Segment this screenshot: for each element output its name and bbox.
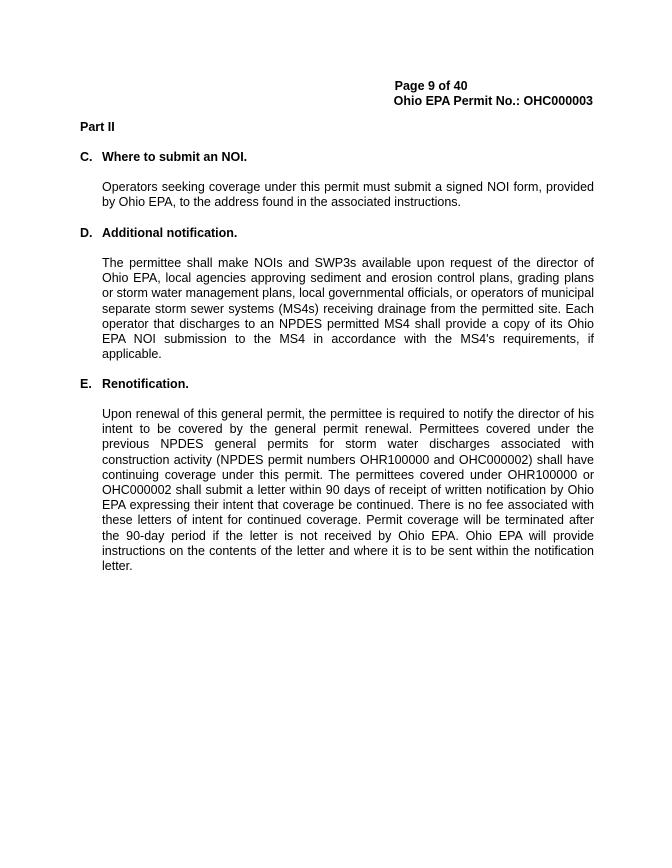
permit-number: Ohio EPA Permit No.: OHC000003 [393,94,593,108]
section-letter: D. [80,226,93,240]
section-d [80,226,594,362]
section-heading [80,226,594,241]
section-c [80,150,594,210]
page-number: Page 9 of 40 [394,79,468,93]
section-title: Renotification. [102,377,189,391]
section-title: Where to submit an NOI. [102,150,248,164]
section-title: Additional notification. [102,226,238,240]
section-body: Upon renewal of this general permit, the permittee is required to notify the director of his intent to be covered by the general permit renewal. Permittees covered under the previous NPDES general permits for storm water discharges associated with construction activity (NPDES permit numbers OHR100000 and OHC000002) shall have continuing coverage under this permit. The permittees covered under OHR100000 or OHC000002 shall submit a letter within 90 days of receipt of written notification by Ohio EPA expressing their intent that coverage be continued. There is no fee associated with these letters of intent for continued coverage. Permit coverage will be terminated after the 90-day period if the letter is not received by Ohio EPA. Ohio EPA will provide instructions on the contents of the letter and where it is to be sent within the notification letter. [102,407,594,574]
section-e [80,377,594,574]
section-body: Operators seeking coverage under this permit must submit a signed NOI form, provided by Ohio EPA, to the address found in the associated instructions. [102,180,594,210]
section-letter: E. [80,377,92,391]
section-heading [80,377,594,392]
part-heading: Part II [80,120,115,134]
section-heading [80,150,594,165]
section-letter: C. [80,150,93,164]
section-body: The permittee shall make NOIs and SWP3s available upon request of the director of Ohio EPA, local agencies approving sediment and erosion control plans, grading plans or storm water management plans, local governmental officials, or operators of municipal separate storm sewer systems (MS4s) receiving drainage from the permitted site. Each operator that discharges to an NPDES permitted MS4 shall provide a copy of its Ohio EPA NOI submission to the MS4 in accordance with the MS4's requirements, if applicable. [102,256,594,362]
page-header [394,79,593,109]
